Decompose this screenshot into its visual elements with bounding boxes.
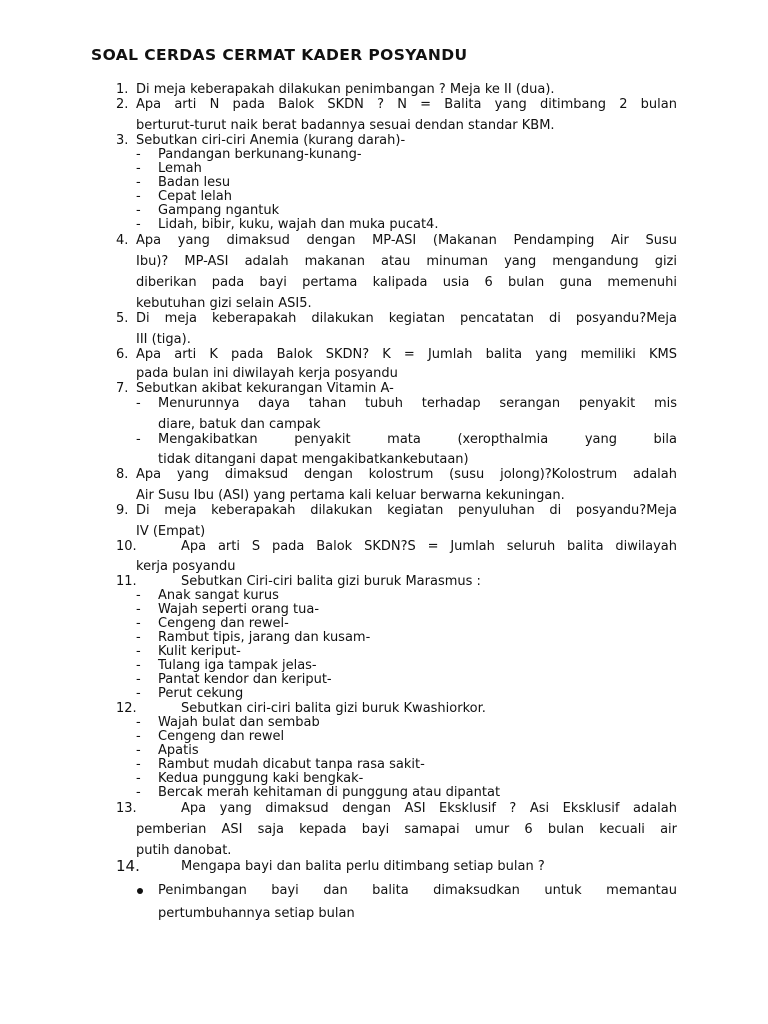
list-item: Pandangan berkunang-kunang- [158, 147, 362, 162]
question-number: 10. [116, 539, 137, 554]
list-item: Perut cekung [158, 686, 244, 701]
list-item: Menurunnya daya tahan tubuh terhadap serangan penyakit mis [158, 396, 677, 411]
list-dash: - [136, 729, 141, 744]
question-text: Mengapa bayi dan balita perlu ditimbang setiap bulan ? [181, 859, 545, 874]
answer-text: Penimbangan bayi dan balita dimaksudkan untuk memantau [158, 883, 677, 898]
list-dash: - [136, 658, 141, 673]
list-dash: - [136, 771, 141, 786]
list-dash: - [136, 616, 141, 631]
list-dash: - [136, 588, 141, 603]
list-item-continuation: diare, batuk dan campak [158, 417, 321, 432]
list-item: Wajah bulat dan sembab [158, 715, 320, 730]
question-text: Sebutkan ciri-ciri Anemia (kurang darah)- [136, 133, 406, 148]
list-dash: - [136, 203, 141, 218]
list-item: Wajah seperti orang tua- [158, 602, 320, 617]
question-number: 4. [116, 233, 129, 248]
question-text: Apa yang dimaksud dengan kolostrum (susu jolong)?Kolostrum adalah [136, 467, 677, 482]
list-item: Mengakibatkan penyakit mata (xeropthalmia yang bila [158, 432, 677, 447]
question-text: Apa arti S pada Balok SKDN?S = Jumlah seluruh balita diwilayah [181, 539, 677, 554]
question-text: Di meja keberapakah dilakukan kegiatan penyuluhan di posyandu?Meja [136, 503, 677, 518]
list-dash: - [136, 396, 141, 411]
question-text: Apa arti N pada Balok SKDN ? N = Balita yang ditimbang 2 bulan [136, 97, 677, 112]
question-number: 9. [116, 503, 129, 518]
list-dash: - [136, 686, 141, 701]
list-dash: - [136, 644, 141, 659]
list-item-continuation: tidak ditangani dapat mengakibatkankebutaan) [158, 452, 469, 467]
question-number: 7. [116, 381, 129, 396]
question-text: Sebutkan Ciri-ciri balita gizi buruk Marasmus : [181, 574, 481, 589]
question-number: 14. [116, 857, 140, 875]
question-number: 13. [116, 801, 137, 816]
answer-text: Air Susu Ibu (ASI) yang pertama kali keluar berwarna kekuningan. [136, 488, 565, 503]
list-item: Pantat kendor dan keriput- [158, 672, 332, 687]
answer-text: pertumbuhannya setiap bulan [158, 906, 355, 921]
answer-text: pemberian ASI saja kepada bayi samapai umur 6 bulan kecuali air [136, 822, 677, 837]
list-item: Anak sangat kurus [158, 588, 279, 603]
list-item: Tulang iga tampak jelas- [158, 658, 317, 673]
list-dash: - [136, 175, 141, 190]
question-number: 8. [116, 467, 129, 482]
question-text: Apa yang dimaksud dengan MP-ASI (Makanan Pendamping Air Susu [136, 233, 677, 248]
list-item: Apatis [158, 743, 199, 758]
bullet-icon [137, 888, 143, 894]
list-dash: - [136, 147, 141, 162]
list-item: Lidah, bibir, kuku, wajah dan muka pucat4. [158, 217, 439, 232]
list-dash: - [136, 189, 141, 204]
list-item: Kulit keriput- [158, 644, 241, 659]
question-number: 3. [116, 133, 129, 148]
answer-text: III (tiga). [136, 332, 191, 347]
list-dash: - [136, 757, 141, 772]
list-dash: - [136, 743, 141, 758]
list-item: Cengeng dan rewel [158, 729, 285, 744]
answer-text: berturut-turut naik berat badannya sesuai dendan standar KBM. [136, 118, 555, 133]
question-text: Di meja keberapakah dilakukan kegiatan pencatatan di posyandu?Meja [136, 311, 677, 326]
answer-text: kerja posyandu [136, 559, 236, 574]
answer-text: pada bulan ini diwilayah kerja posyandu [136, 366, 398, 381]
list-item: Cengeng dan rewel- [158, 616, 289, 631]
answer-text: diberikan pada bayi pertama kalipada usia 6 bulan guna memenuhi [136, 275, 677, 290]
list-dash: - [136, 785, 141, 800]
list-dash: - [136, 672, 141, 687]
question-text: Sebutkan ciri-ciri balita gizi buruk Kwashiorkor. [181, 701, 486, 716]
question-text: Di meja keberapakah dilakukan penimbangan ? Meja ke II (dua). [136, 82, 555, 97]
list-dash: - [136, 630, 141, 645]
question-text: Sebutkan akibat kekurangan Vitamin A- [136, 381, 394, 396]
question-number: 11. [116, 574, 137, 589]
list-dash: - [136, 161, 141, 176]
list-dash: - [136, 217, 141, 232]
list-item: Rambut mudah dicabut tanpa rasa sakit- [158, 757, 425, 772]
list-item: Gampang ngantuk [158, 203, 280, 218]
list-item: Badan lesu [158, 175, 231, 190]
question-number: 5. [116, 311, 129, 326]
list-dash: - [136, 715, 141, 730]
list-dash: - [136, 602, 141, 617]
page-title: SOAL CERDAS CERMAT KADER POSYANDU [91, 46, 468, 64]
list-item: Bercak merah kehitaman di punggung atau dipantat [158, 785, 501, 800]
question-number: 12. [116, 701, 137, 716]
question-text: Apa yang dimaksud dengan ASI Eksklusif ? Asi Eksklusif adalah [181, 801, 677, 816]
list-item: Kedua punggung kaki bengkak- [158, 771, 364, 786]
question-number: 6. [116, 347, 129, 362]
list-item: Rambut tipis, jarang dan kusam- [158, 630, 371, 645]
answer-text: kebutuhan gizi selain ASI5. [136, 296, 312, 311]
answer-text: IV (Empat) [136, 524, 206, 539]
question-number: 2. [116, 97, 129, 112]
question-number: 1. [116, 82, 129, 97]
list-item: Lemah [158, 161, 202, 176]
answer-text: Ibu)? MP-ASI adalah makanan atau minuman yang mengandung gizi [136, 254, 677, 269]
answer-text: putih danobat. [136, 843, 232, 858]
list-dash: - [136, 432, 141, 447]
question-text: Apa arti K pada Balok SKDN? K = Jumlah balita yang memiliki KMS [136, 347, 677, 362]
list-item: Cepat lelah [158, 189, 232, 204]
